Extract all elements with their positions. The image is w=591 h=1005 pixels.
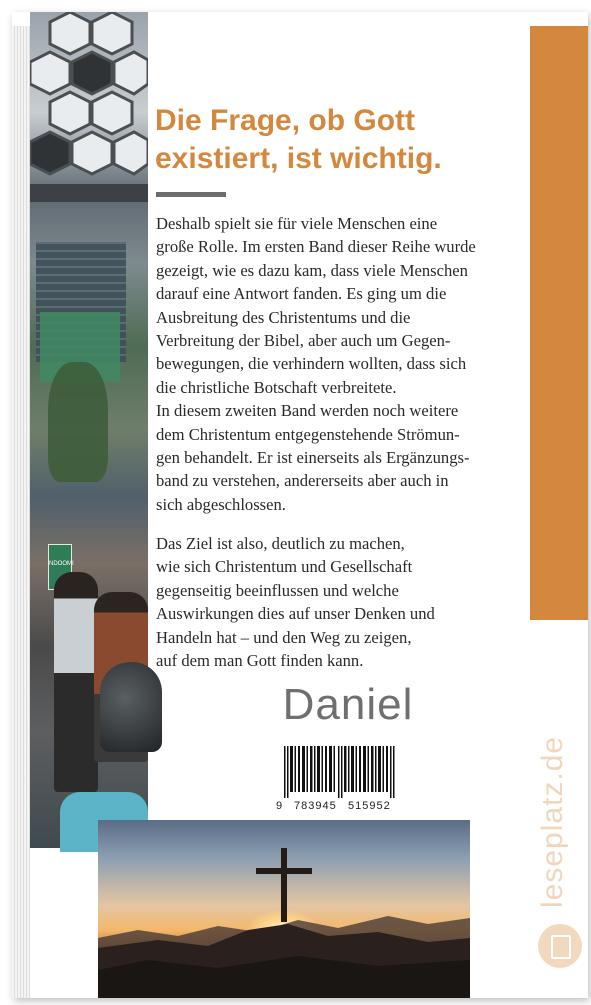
text-line: sich abgeschlossen.: [156, 494, 286, 514]
barcode-bars: [284, 746, 398, 798]
text-line: In diesem zweiten Band werden noch weitere: [156, 401, 459, 421]
sunset-cross-photo: [98, 820, 470, 998]
text-line: große Rolle. Im ersten Band dieser Reihe wurde: [156, 237, 476, 257]
isbn-group-1: 783945: [294, 800, 337, 812]
leseplatz-watermark: [532, 712, 588, 974]
text-line: Ausbreitung des Christentums und die: [156, 307, 411, 327]
headline-line: Die Frage, ob Gott: [155, 104, 416, 137]
text-line: gegenseitig beeinflussen und welche: [156, 580, 399, 600]
accent-bar: [530, 26, 588, 620]
publisher-logo: Daniel: [282, 680, 414, 729]
isbn-barcode: [276, 746, 400, 816]
book-logo-icon: [538, 924, 582, 968]
text-line: Auswirkungen dies auf unser Denken und: [156, 604, 435, 624]
text-line: bewegungen, die verhindern wollten, dass sich: [156, 354, 467, 374]
text-line: Handeln hat – und den Weg zu zeigen,: [156, 627, 412, 647]
divider: [156, 192, 226, 197]
text-line: gezeigt, wie es dazu kam, dass viele Menschen: [156, 260, 468, 280]
isbn-lead-digit: 9: [276, 800, 283, 812]
text-line: auf dem man Gott finden kann.: [156, 651, 364, 671]
text-line: die christliche Botschaft verbreitete.: [156, 377, 397, 397]
page-edges: [12, 26, 30, 998]
text-line: Das Ziel ist also, deutlich zu machen,: [156, 534, 405, 553]
text-line: gen behandelt. Er ist einerseits als Ergänzungs-: [156, 448, 470, 468]
headline-line: existiert, ist wichtig.: [155, 142, 442, 175]
sign-text: NDOOMI: [49, 561, 74, 567]
blurb-paragraph-2: [156, 532, 526, 672]
text-line: Verbreitung der Bibel, aber auch um Gegen-: [156, 331, 451, 351]
hexagon-facade: [30, 12, 148, 202]
isbn-group-2: 515952: [348, 800, 391, 812]
tree: [48, 362, 108, 482]
text-line: dem Christentum entgegenstehende Strömun-: [156, 424, 460, 444]
cross-beam: [256, 868, 312, 874]
watermark-text: leseplatz.de: [536, 735, 569, 908]
headline: [155, 102, 525, 178]
helmet: [100, 662, 162, 752]
blurb-paragraph-1: [156, 212, 526, 516]
text-line: band zu verstehen, andererseits aber auch in: [156, 471, 449, 491]
book-back-cover: [12, 12, 588, 998]
text-line: Deshalb spielt sie für viele Menschen eine: [156, 214, 438, 233]
text-line: wie sich Christentum und Gesellschaft: [156, 557, 413, 577]
text-line: darauf eine Antwort fanden. Es ging um die: [156, 284, 447, 304]
cross-icon: [281, 848, 287, 922]
pedestrian: [54, 572, 98, 792]
city-crowd-photo: [30, 12, 148, 848]
